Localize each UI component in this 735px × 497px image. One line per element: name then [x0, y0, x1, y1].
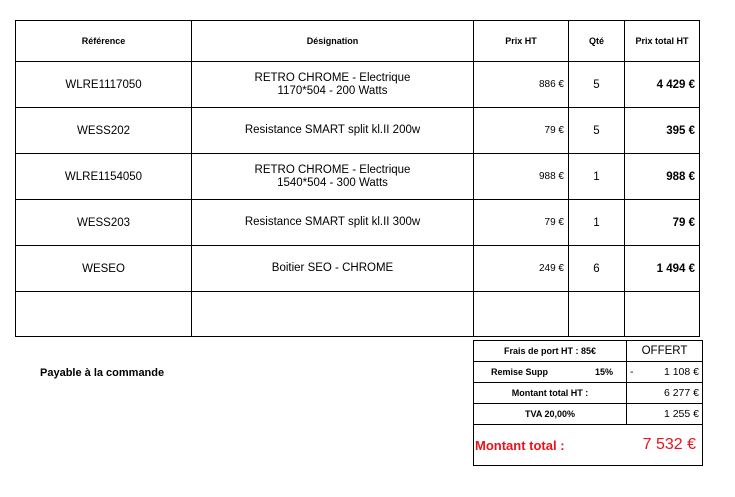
designation-line: RETRO CHROME - Electrique — [254, 163, 411, 176]
cell-designation — [192, 108, 474, 154]
empty-row — [16, 292, 700, 337]
cell-reference: WLRE1117050 — [16, 62, 192, 108]
cell-quantity: 1 — [569, 154, 625, 200]
designation-line: 1170*504 - 200 Watts — [277, 84, 388, 97]
grand-total-label: Montant total : — [474, 425, 627, 466]
discount-sign: - — [630, 366, 634, 378]
grand-total-row — [474, 425, 703, 466]
payment-note: Payable à la commande — [40, 367, 165, 379]
cell-unit-price: 886 € — [474, 62, 569, 108]
cell-unit-price: 988 € — [474, 154, 569, 200]
shipping-value: OFFERT — [627, 341, 703, 362]
table-row — [16, 154, 700, 200]
table-header-row — [16, 21, 700, 62]
designation-line: Resistance SMART split kl.II 200w — [244, 124, 421, 136]
cell-total: 79 € — [625, 200, 700, 246]
discount-value: 1 108 € — [663, 366, 699, 378]
cell-unit-price: 249 € — [474, 246, 569, 292]
cell-quantity: 1 — [569, 200, 625, 246]
cell-quantity: 5 — [569, 62, 625, 108]
cell-total: 988 € — [625, 154, 700, 200]
shipping-label: Frais de port HT : 85€ — [474, 341, 627, 362]
totals-table — [473, 340, 703, 466]
designation-line: RETRO CHROME - Electrique — [254, 71, 411, 84]
discount-label: Remise Supp — [491, 367, 549, 377]
subtotal-label: Montant total HT : — [474, 383, 627, 404]
discount-label-cell — [474, 362, 627, 383]
cell-total: 395 € — [625, 108, 700, 154]
items-table — [15, 20, 700, 337]
cell-designation — [192, 62, 474, 108]
vat-label: TVA 20,00% — [474, 404, 627, 425]
cell-total: 1 494 € — [625, 246, 700, 292]
vat-value: 1 255 € — [627, 404, 703, 425]
discount-row — [474, 362, 703, 383]
subtotal-value: 6 277 € — [627, 383, 703, 404]
cell-unit-price: 79 € — [474, 200, 569, 246]
cell-designation — [192, 200, 474, 246]
vat-row — [474, 404, 703, 425]
table-row — [16, 108, 700, 154]
cell-unit-price: 79 € — [474, 108, 569, 154]
cell-reference: WESEO — [16, 246, 192, 292]
empty-cell — [16, 292, 192, 337]
empty-cell — [192, 292, 474, 337]
header-quantity: Qté — [569, 21, 625, 62]
empty-cell — [474, 292, 569, 337]
designation-line: 1540*504 - 300 Watts — [277, 176, 388, 189]
cell-quantity: 6 — [569, 246, 625, 292]
cell-quantity: 5 — [569, 108, 625, 154]
discount-value-cell — [627, 362, 703, 383]
header-unit-price: Prix HT — [474, 21, 569, 62]
table-body — [16, 62, 700, 337]
cell-reference: WESS202 — [16, 108, 192, 154]
grand-total-value: 7 532 € — [627, 425, 703, 466]
designation-line: Boitier SEO - CHROME — [271, 262, 394, 274]
cell-total: 4 429 € — [625, 62, 700, 108]
subtotal-row — [474, 383, 703, 404]
table-row — [16, 246, 700, 292]
designation-line: Resistance SMART split kl.II 300w — [244, 216, 421, 228]
discount-rate: 15% — [594, 367, 613, 377]
table-row — [16, 200, 700, 246]
cell-designation — [192, 246, 474, 292]
table-row — [16, 62, 700, 108]
header-reference: Référence — [16, 21, 192, 62]
empty-cell — [569, 292, 625, 337]
cell-reference: WESS203 — [16, 200, 192, 246]
empty-cell — [625, 292, 700, 337]
header-designation: Désignation — [192, 21, 474, 62]
shipping-row — [474, 341, 703, 362]
cell-designation — [192, 154, 474, 200]
header-total: Prix total HT — [625, 21, 700, 62]
cell-reference: WLRE1154050 — [16, 154, 192, 200]
